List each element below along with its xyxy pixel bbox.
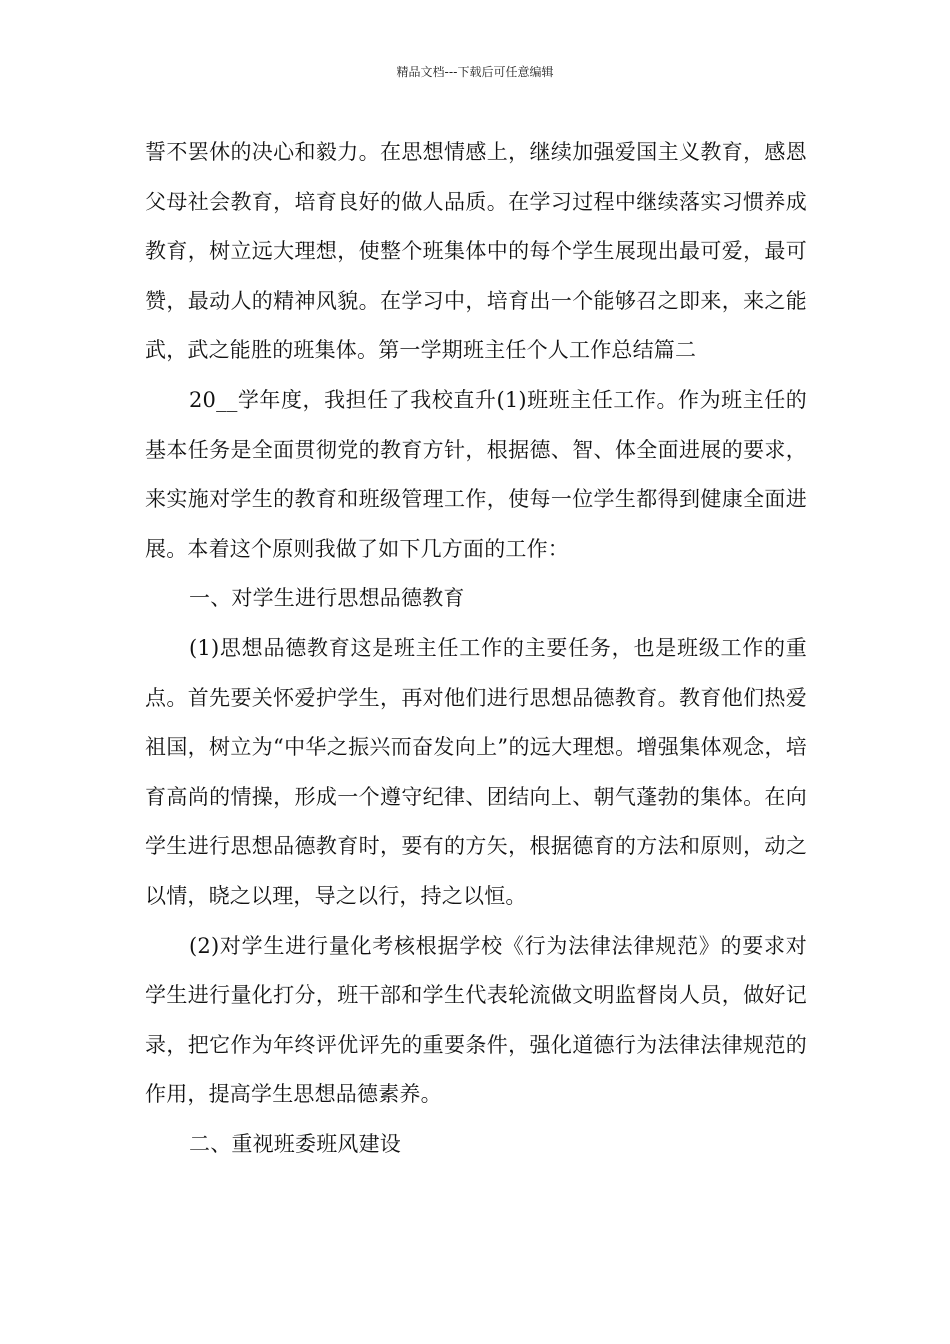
section-heading-2: 二、重视班委班风建设 xyxy=(189,1131,401,1156)
paragraph-quantitative-assessment: (2)对学生进行量化考核根据学校《行为法律法律规范》的要求对学生进行量化打分，班干部和学生代表轮流做文明监督岗人员，做好记录，把它作为年终评优评先的重要条件，强化道德行为法律法律规范的作用，提高学生思想品德素养。 xyxy=(145,933,807,1107)
section-heading-1: 一、对学生进行思想品德教育 xyxy=(189,586,465,611)
paragraph-continuation: 誓不罢休的决心和毅力。在思想情感上，继续加强爱国主义教育，感恩父母社会教育，培育良好的做人品质。在学习过程中继续落实习惯养成教育，树立远大理想，使整个班集体中的每个学生展现出最可爱，最可赞，最动人的精神风貌。在学习中，培育出一个能够召之即来，来之能武，武之能胜的班集体。第一学期班主任个人工作总结篇二 xyxy=(145,140,807,363)
paragraph-intro: 20__学年度，我担任了我校直升(1)班班主任工作。作为班主任的基本任务是全面贯彻党的教育方针，根据德、智、体全面进展的要求，来实施对学生的教育和班级管理工作，使每一位学生都得到健康全面进展。本着这个原则我做了如下几方面的工作： xyxy=(145,387,807,561)
page-header: 精品文档---下载后可任意编辑 xyxy=(396,65,554,79)
paragraph-moral-education: (1)思想品德教育这是班主任工作的主要任务，也是班级工作的重点。首先要关怀爱护学生，再对他们进行思想品德教育。教育他们热爱祖国，树立为“中华之振兴而奋发向上”的远大理想。增强集体观念，培育高尚的情操，形成一个遵守纪律、团结向上、朝气蓬勃的集体。在向学生进行思想品德教育时，要有的方矢，根据德育的方法和原则，动之以情，晓之以理，导之以行，持之以恒。 xyxy=(145,635,807,908)
document-body xyxy=(145,128,807,1169)
